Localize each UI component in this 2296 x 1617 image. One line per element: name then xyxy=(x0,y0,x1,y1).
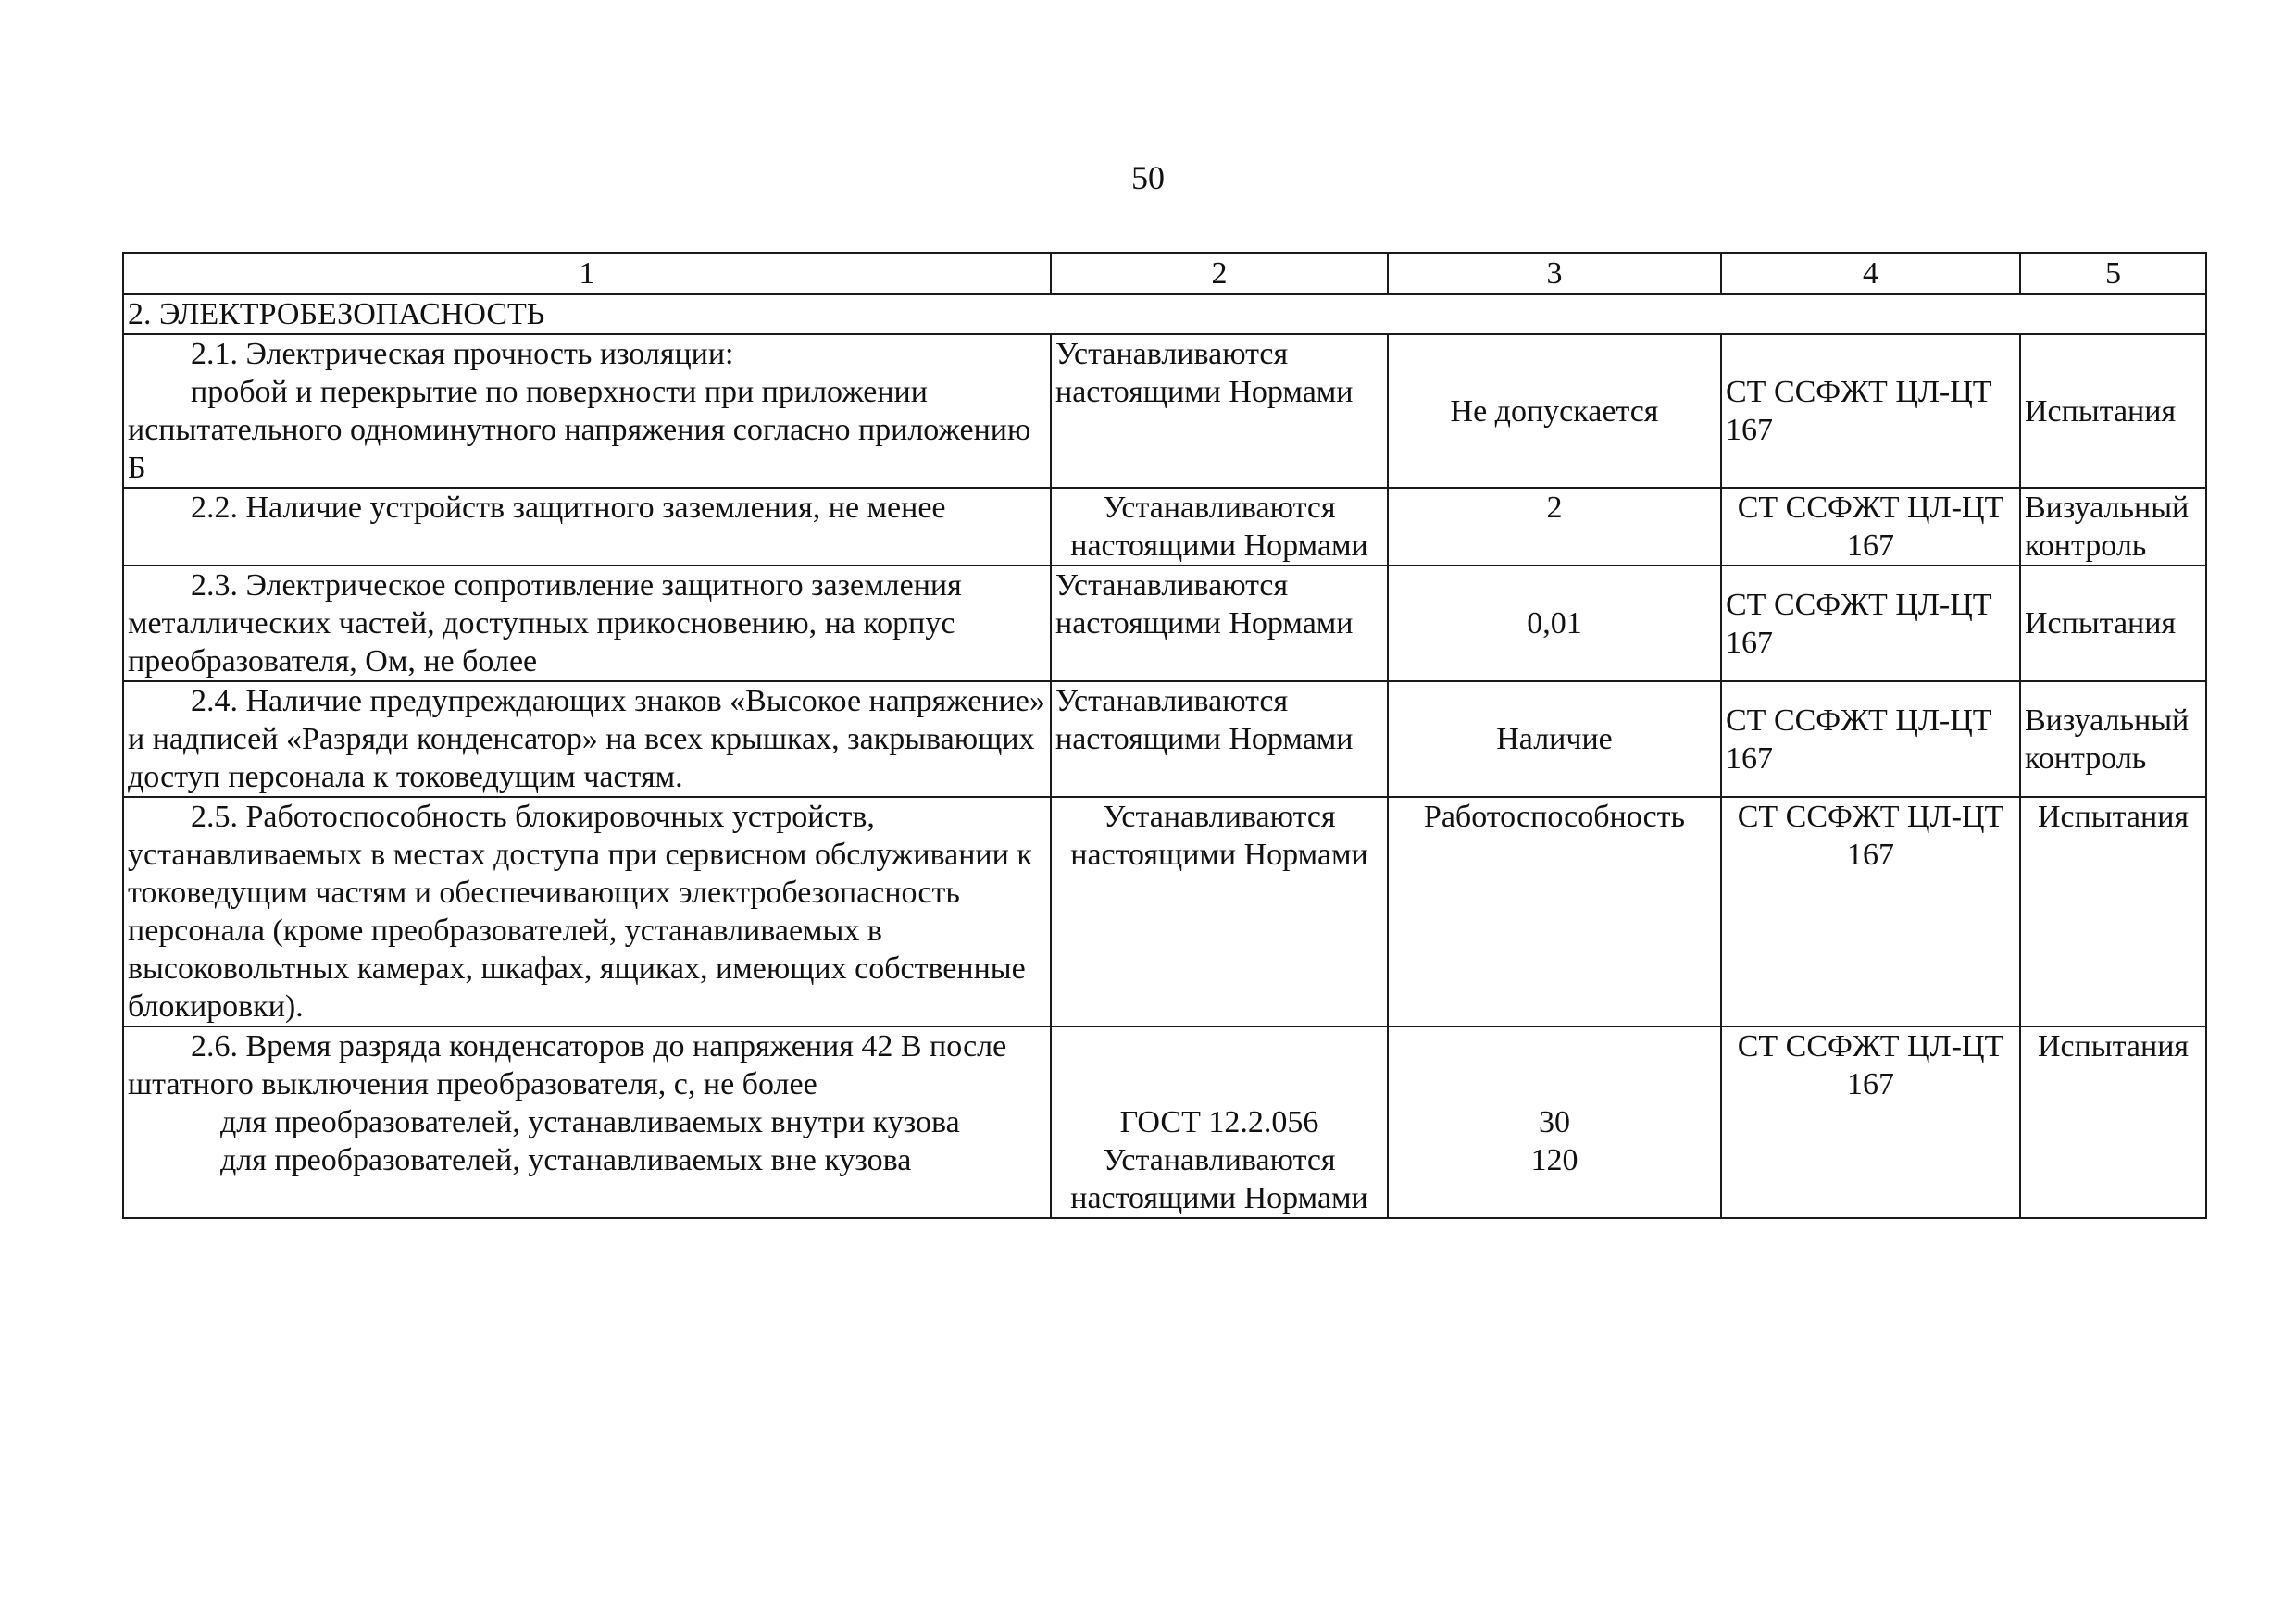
header-col-3: 3 xyxy=(1388,253,1721,294)
norm-source-subitem: Устанавливаются настоящими Нормами xyxy=(1070,1143,1368,1215)
header-col-1: 1 xyxy=(123,253,1051,294)
norm-source-cell: Устанавливаются настоящими Нормами xyxy=(1051,488,1388,566)
page-number: 50 xyxy=(1131,159,1165,196)
norm-value-subitem: 120 xyxy=(1530,1143,1578,1177)
requirement-subitem: для преобразователей, устанавливаемых внутри кузова xyxy=(220,1105,960,1139)
requirement-title: 2.1. Электрическая прочность изоляции: xyxy=(191,337,734,371)
table-row xyxy=(123,334,2206,488)
norm-value-cell: 0,01 xyxy=(1388,566,1721,681)
header-col-4: 4 xyxy=(1721,253,2020,294)
norm-value-cell xyxy=(1388,1026,1721,1218)
method-doc-cell: СТ ССФЖТ ЦЛ-ЦТ 167 xyxy=(1721,566,2020,681)
norm-source-cell: Устанавливаются настоящими Нормами xyxy=(1051,334,1388,488)
control-type-cell: Испытания xyxy=(2020,334,2206,488)
requirement-cell: 2.4. Наличие предупреждающих знаков «Высокое напряжение» и надписей «Разряди конденсатор» на всех крышках, закрывающих доступ персонала к токоведущим частям. xyxy=(123,681,1051,797)
header-row xyxy=(123,253,2206,294)
method-doc-cell: СТ ССФЖТ ЦЛ-ЦТ 167 xyxy=(1721,488,2020,566)
control-type-cell: Испытания xyxy=(2020,797,2206,1026)
control-type-cell: Испытания xyxy=(2020,1026,2206,1218)
norm-source-cell: Устанавливаются настоящими Нормами xyxy=(1051,797,1388,1026)
requirement-cell: 2.3. Электрическое сопротивление защитного заземления металлических частей, доступных прикосновению, на корпус преобразователя, Ом, не более xyxy=(123,566,1051,681)
method-doc-cell: СТ ССФЖТ ЦЛ-ЦТ 167 xyxy=(1721,681,2020,797)
table-row xyxy=(123,797,2206,1026)
section-row xyxy=(123,294,2206,334)
norm-value-cell: Работоспособность xyxy=(1388,797,1721,1026)
norm-source-cell: Устанавливаются настоящими Нормами xyxy=(1051,566,1388,681)
table-row xyxy=(123,566,2206,681)
requirement-subitem: для преобразователей, устанавливаемых вне кузова xyxy=(220,1143,912,1177)
method-doc-cell: СТ ССФЖТ ЦЛ-ЦТ 167 xyxy=(1721,334,2020,488)
control-type-cell: Испытания xyxy=(2020,566,2206,681)
norm-source-cell xyxy=(1051,1026,1388,1218)
table-row xyxy=(123,488,2206,566)
norm-value-cell: Наличие xyxy=(1388,681,1721,797)
norm-source-cell: Устанавливаются настоящими Нормами xyxy=(1051,681,1388,797)
requirement-title: 2.6. Время разряда конденсаторов до напряжения 42 В после штатного выключения преобразователя, с, не более xyxy=(128,1029,1007,1101)
norm-value-cell: Не допускается xyxy=(1388,334,1721,488)
control-type-cell: Визуальный контроль xyxy=(2020,681,2206,797)
norms-table xyxy=(122,252,2207,1219)
requirement-cell xyxy=(123,334,1051,488)
requirement-text: пробой и перекрытие по поверхности при приложении испытательного одноминутного напряжения согласно приложению Б xyxy=(128,375,1031,485)
table-row xyxy=(123,681,2206,797)
norm-value-subitem: 30 xyxy=(1539,1105,1570,1139)
control-type-cell: Визуальный контроль xyxy=(2020,488,2206,566)
requirement-cell: 2.5. Работоспособность блокировочных устройств, устанавливаемых в местах доступа при сервисном обслуживании к токоведущим частям и обеспечивающих электробезопасность персонала (кроме преобразователей, устанавливаемых в высоковольтных камерах, шкафах, ящиках, имеющих собственные блокировки). xyxy=(123,797,1051,1026)
header-col-5: 5 xyxy=(2020,253,2206,294)
method-doc-cell: СТ ССФЖТ ЦЛ-ЦТ 167 xyxy=(1721,797,2020,1026)
header-col-2: 2 xyxy=(1051,253,1388,294)
table-row xyxy=(123,1026,2206,1218)
section-title: 2. ЭЛЕКТРОБЕЗОПАСНОСТЬ xyxy=(123,294,2206,334)
norm-source-subitem: ГОСТ 12.2.056 xyxy=(1119,1105,1319,1139)
norm-value-cell: 2 xyxy=(1388,488,1721,566)
method-doc-cell: СТ ССФЖТ ЦЛ-ЦТ 167 xyxy=(1721,1026,2020,1218)
requirement-cell xyxy=(123,1026,1051,1218)
requirement-cell: 2.2. Наличие устройств защитного заземления, не менее xyxy=(123,488,1051,566)
